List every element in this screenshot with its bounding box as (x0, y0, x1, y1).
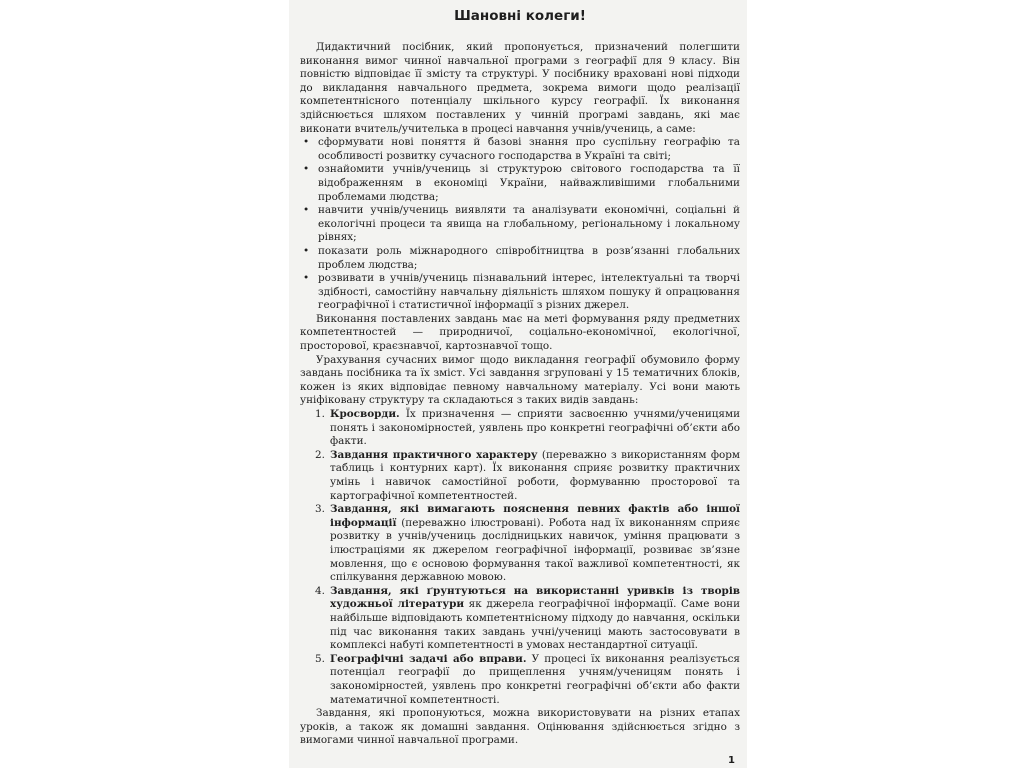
goal-item: • показати роль міжнародного співробітництва в розв’язанні глобальних проблем людства; (300, 245, 740, 272)
task-type-text: У процесі їх виконання реалізується потенціал географії до прищеплення учням/ученицям понять і закономірностей, уявлень про конкретні географічні об’єкти або факти математичної компетентності. (330, 652, 740, 706)
task-type-item (300, 503, 740, 585)
page-title: Шановні колеги! (454, 8, 586, 24)
task-type-text: Їх призначення — сприяти засвоєнню учнями/ученицями понять і закономірностей, уявлень про конкретні географічні об’єкти або факти. (330, 408, 740, 448)
page-content (300, 8, 740, 748)
task-type-text: (переважно з використанням форм таблиць і контурних карт). Їх виконання сприяє розвитку практичних умінь і навичок самостійної роботи, формуванню просторової та картографічної компетентностей. (330, 448, 740, 502)
task-type-item (300, 449, 740, 503)
goals-list (300, 136, 740, 313)
task-type-title: Завдання, які ґрунтуються на використанні уривків із творів художньої літератури (330, 584, 740, 611)
task-type-item (300, 408, 740, 449)
task-type-title: Географічні задачі або вправи. (330, 652, 527, 665)
document-page (289, 0, 747, 768)
task-number: 4. (315, 584, 325, 597)
task-number: 1. (315, 408, 325, 421)
closing-paragraph: Завдання, які пропонуються, можна використовувати на різних етапах уроків, а також як домашні завдання. Оцінювання здійснюється згідно з вимогами чинної навчальної програми. (300, 707, 740, 747)
task-number: 5. (315, 652, 325, 665)
goal-item: • ознайомити учнів/учениць зі структурою світового господарства та її відображенням в економіці України, найважливішими глобальними проблемами людства; (300, 163, 740, 204)
task-type-text: (переважно ілюстровані). Робота над їх виконанням сприяє розвитку в учнів/учениць дослідницьких навичок, уміння працювати з ілюстраціями як джерелом географічної інформації, розвиває зв’язне мовлення, що є основою формування такої важливої компетентності, як спілкування державною мовою. (330, 516, 740, 584)
page-number: 1 (728, 755, 735, 766)
task-type-title: Завдання, які вимагають пояснення певних фактів або іншої інформації (330, 503, 740, 529)
task-type-text: як джерела географічної інформації. Саме вони найбільше відповідають компетентнісному підходу до навчання, оскільки під час виконання таких завдань учні/учениці мають застосовувати в комплексі набуті компетентності в умовах нестандартної ситуації. (330, 598, 740, 652)
task-type-item (300, 585, 740, 653)
task-type-item (300, 653, 740, 707)
task-types-list (300, 408, 740, 707)
goal-item: • розвивати в учнів/учениць пізнавальний інтерес, інтелектуальні та творчі здібності, самостійну навчальну діяльність шляхом пошуку й опрацювання географічної і статистичної інформації з різних джерел. (300, 272, 740, 313)
task-number: 2. (315, 448, 325, 461)
intro-paragraph: Дидактичний посібник, який пропонується, призначений полегшити виконання вимог чинної навчальної програми з географії для 9 класу. Він повністю відповідає її змісту та структурі. У посібнику враховані нові підходи до викладання навчального предмета, зокрема вимоги щодо реалізації компетентнісного потенціалу шкільного курсу географії. Їх виконання здійснюється шляхом поставлених у чинній програмі завдань, які має виконати вчитель/учителька в процесі навчання учнів/учениць, а саме: (300, 41, 740, 135)
task-number: 3. (315, 503, 325, 516)
goal-item: • сформувати нові поняття й базові знання про суспільну географію та особливості розвитку сучасного господарства в Україні та світі; (300, 136, 740, 163)
competencies-paragraph: Виконання поставлених завдань має на меті формування ряду предметних компетентностей — природничої, соціально-економічної, екологічної, просторової, краєзнавчої, картознавчої тощо. (300, 312, 740, 353)
task-type-title: Завдання практичного характеру (330, 448, 538, 461)
task-type-title: Кросворди. (330, 408, 400, 421)
goal-item: • навчити учнів/учениць виявляти та аналізувати економічні, соціальні й екологічні процеси та явища на глобальному, регіональному і локальному рівнях; (300, 204, 740, 245)
structure-paragraph: Урахування сучасних вимог щодо викладання географії обумовило форму завдань посібника та їх зміст. Усі завдання згруповані у 15 тематичних блоків, кожен із яких відповідає певному навчальному матеріалу. Усі вони мають уніфіковану структуру та складаються з таких видів завдань: (300, 353, 740, 407)
